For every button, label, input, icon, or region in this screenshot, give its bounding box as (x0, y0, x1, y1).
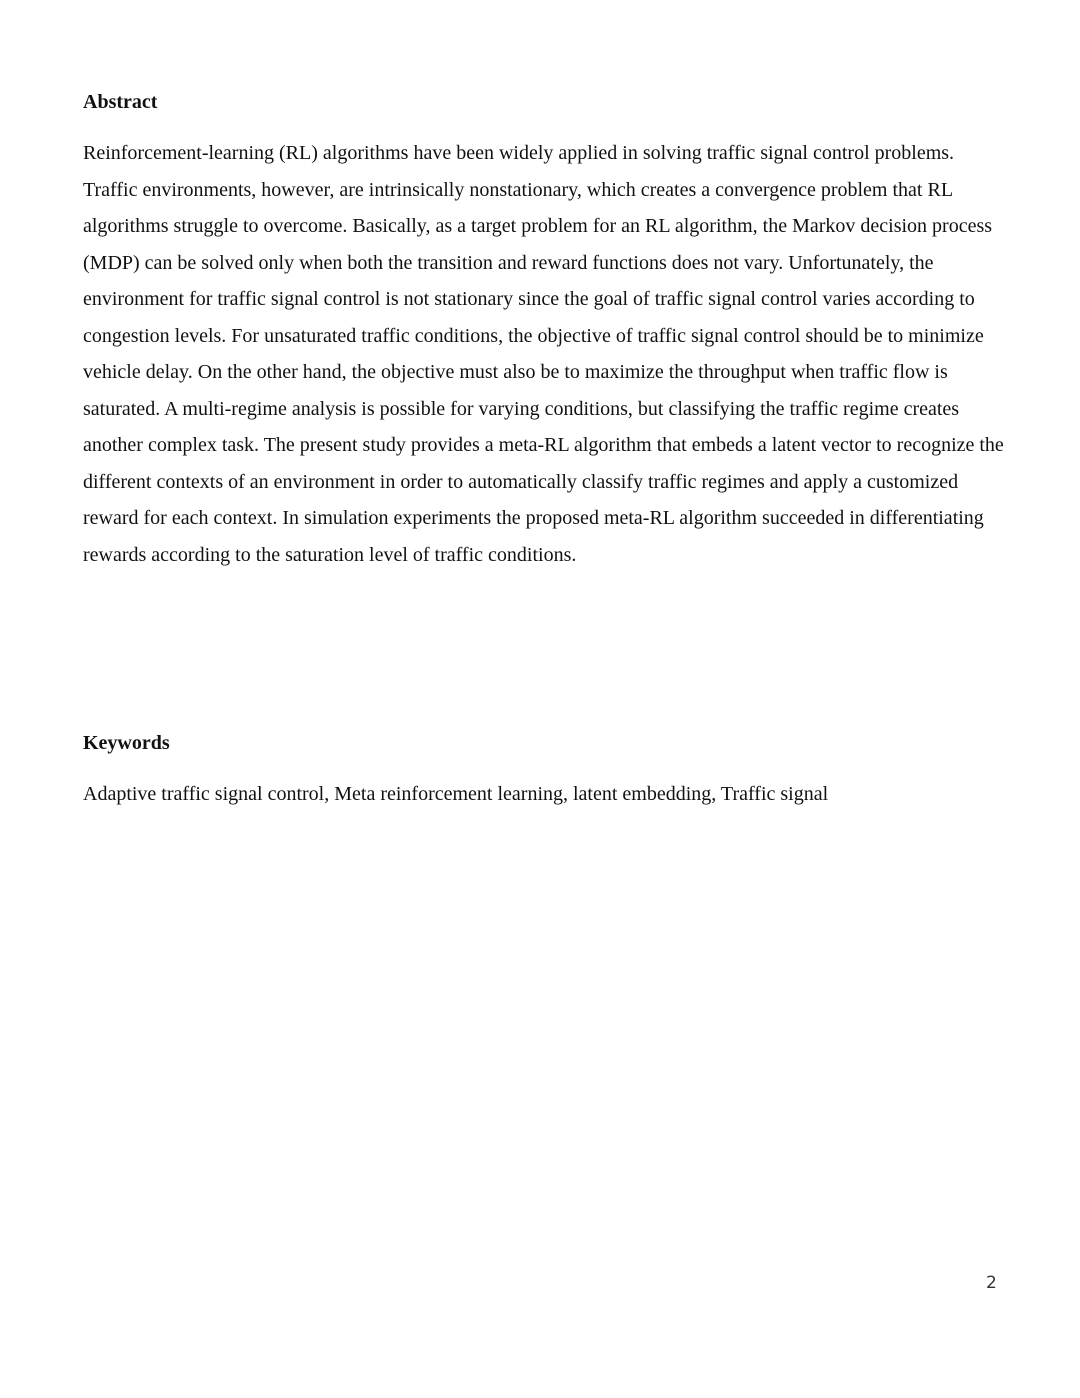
keywords-text: Adaptive traffic signal control, Meta reinforcement learning, latent embedding, Traffic signal (83, 783, 829, 805)
abstract-text: Reinforcement-learning (RL) algorithms have been widely applied in solving traffic signal control problems. Traffic environments, however, are intrinsically nonstationary, which creates a convergence problem that RL algorithms struggle to overcome. Basically, as a target problem for an RL algorithm, the Markov decision process (MDP) can be solved only when both the transition and reward functions does not vary. Unfortunately, the environment for traffic signal control is not stationary since the goal of traffic signal control varies according to congestion levels. For unsaturated traffic conditions, the objective of traffic signal control should be to minimize vehicle delay. On the other hand, the objective must also be to maximize the throughput when traffic flow is saturated. A multi-regime analysis is possible for varying conditions, but classifying the traffic regime creates another complex task. The present study provides a meta-RL algorithm that embeds a latent vector to recognize the different contexts of an environment in order to automatically classify traffic regimes and apply a customized reward for each context. In simulation experiments the proposed meta-RL algorithm succeeded in differentiating rewards according to the saturation level of traffic conditions. (83, 142, 1004, 566)
page-number: 2 (986, 1273, 997, 1293)
keywords-heading: Keywords (83, 732, 170, 754)
abstract-heading: Abstract (83, 91, 158, 113)
